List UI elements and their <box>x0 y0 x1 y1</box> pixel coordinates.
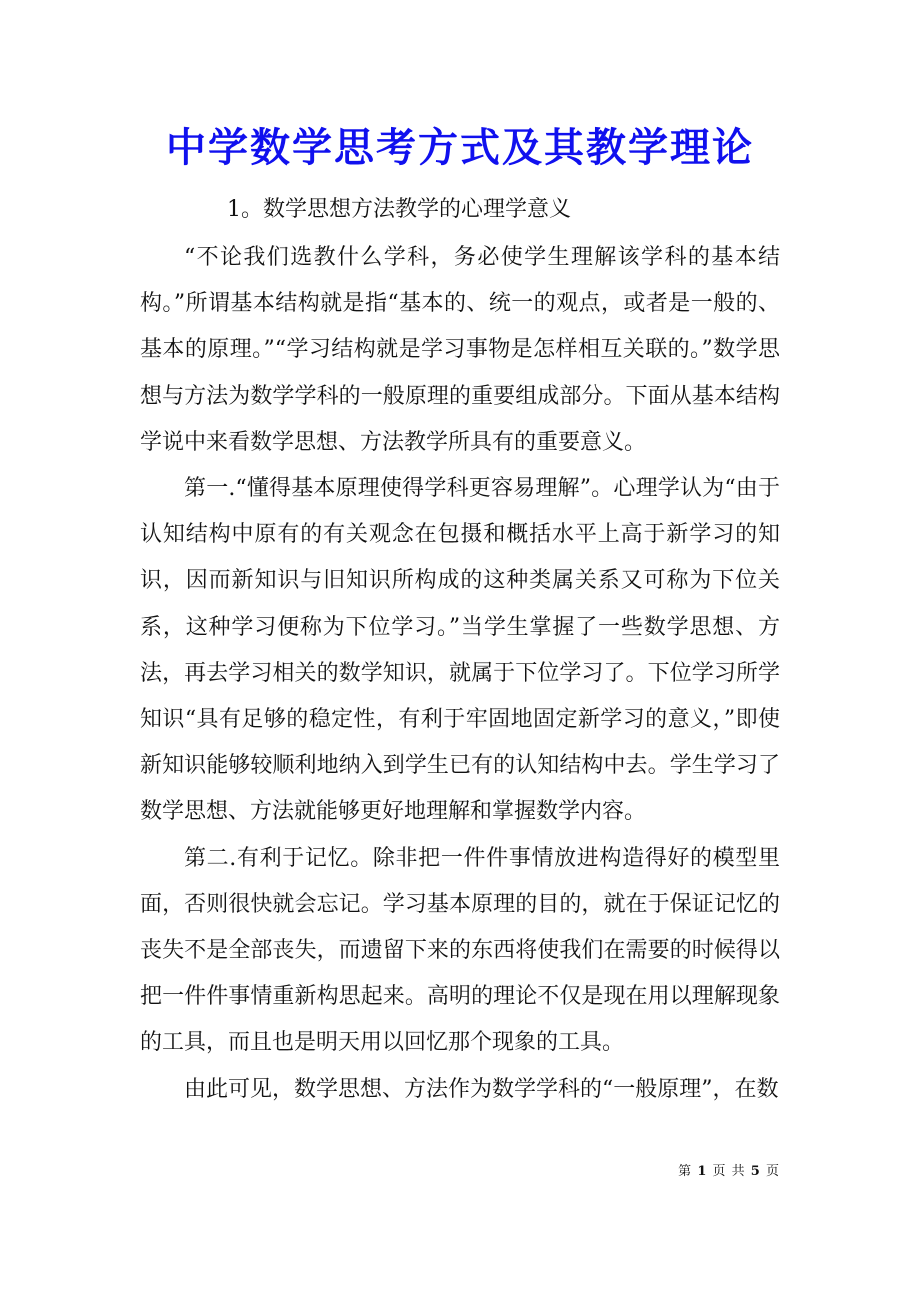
section-heading: 1。数学思想方法教学的心理学意义 <box>227 197 571 222</box>
footer-suffix: 页 <box>765 1164 780 1179</box>
paragraph-4: 由此可见，数学思想、方法作为数学学科的“一般原理”，在数 <box>184 1076 779 1102</box>
paragraph-2: 第一.“懂得基本原理使得学科更容易理解”。心理学认为“由于认知结构中原有的有关观念在包摄和概括水平上高于新学习的知识，因而新知识与旧知识所构成的这种类属关系又可称为下位关系，这种学习便称为下位学习。”当学生掌握了一些数学思想、方法，再去学习相关的数学知识，就属于下位学习了。下位学习所学知识“具有足够的稳定性，有利于牢固地固定新学习的意义，”即使新知识能够较顺利地纳入到学生已有的认知结构中去。学生学习了数学思想、方法就能够更好地理解和掌握数学内容。 <box>140 476 780 825</box>
paragraph-1: “不论我们选教什么学科，务必使学生理解该学科的基本结构。”所谓基本结构就是指“基本的、统一的观点，或者是一般的、基本的原理。”“学习结构就是学习事物是怎样相互关联的。”数学思想与方法为数学学科的一般原理的重要组成部分。下面从基本结构学说中来看数学思想、方法教学所具有的重要意义。 <box>140 245 780 455</box>
footer-middle: 页 共 <box>712 1164 746 1179</box>
footer-prefix: 第 <box>678 1164 693 1179</box>
page-footer <box>678 1160 780 1184</box>
document-body <box>140 235 780 1113</box>
footer-page-number: 1 <box>697 1164 708 1179</box>
paragraph-3: 第二.有利于记忆。除非把一件件事情放进构造得好的模型里面，否则很快就会忘记。学习基本原理的目的，就在于保证记忆的丧失不是全部丧失，而遗留下来的东西将使我们在需要的时候得以把一件件事情重新构思起来。高明的理论不仅是现在用以理解现象的工具，而且也是明天用以回忆那个现象的工具。 <box>140 845 780 1056</box>
document-title: 中学数学思考方式及其教学理论 <box>166 124 754 171</box>
footer-total-pages: 5 <box>750 1164 761 1179</box>
